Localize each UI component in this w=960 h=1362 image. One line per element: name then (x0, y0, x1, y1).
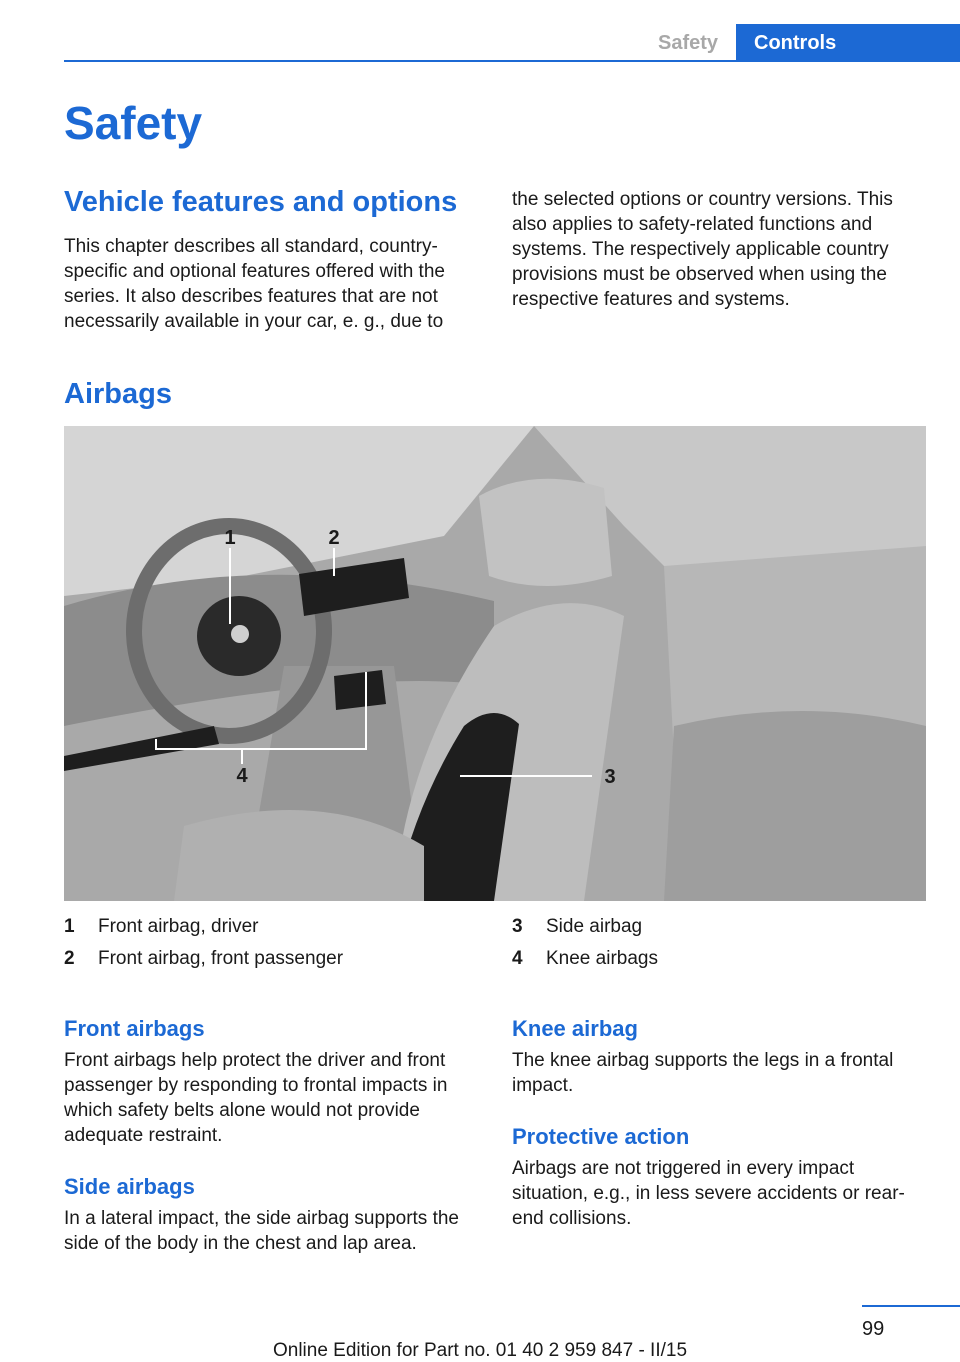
vehicle-features-text-col2: the selected options or country versions. This also applies to safety-related functions and systems. The respectively applicable country provisions must be observed when using the respective features and systems. (512, 189, 893, 310)
vehicle-features-heading: Vehicle features and options (64, 186, 458, 218)
protective-action-text: Airbags are not triggered in every impact situation, e.g., in less severe accidents or rear-end collisions. (512, 1158, 905, 1229)
legend-number: 1 (64, 916, 75, 937)
footer-rule (862, 1305, 960, 1307)
header-tab-controls: Controls (736, 24, 960, 62)
page-title: Safety (64, 97, 203, 149)
callout-2: 2 (328, 527, 340, 549)
header-rule (64, 60, 960, 62)
airbag-locations-illustration (64, 426, 926, 901)
legend-label: Front airbag, driver (98, 916, 259, 937)
front-airbags-heading: Front airbags (64, 1016, 205, 1041)
legend-label: Knee airbags (546, 948, 658, 969)
side-airbags-text: In a lateral impact, the side airbag supports the side of the body in the chest and lap area. (64, 1208, 460, 1254)
callout-3: 3 (604, 766, 616, 788)
page-number: 99 (862, 1318, 885, 1340)
edition-footer: Online Edition for Part no. 01 40 2 959 847 - II/15 (272, 1340, 688, 1361)
knee-airbag-text: The knee airbag supports the legs in a frontal impact. (512, 1050, 894, 1096)
legend-number: 3 (512, 916, 523, 937)
legend-number: 4 (512, 948, 523, 969)
protective-action-heading: Protective action (512, 1124, 690, 1149)
front-airbags-text: Front airbags help protect the driver and front passenger by responding to frontal impacts in which safety belts alone would not provide adequate restraint. (64, 1050, 448, 1146)
side-airbags-heading: Side airbags (64, 1174, 195, 1199)
callout-4: 4 (236, 765, 248, 787)
airbags-heading: Airbags (64, 378, 172, 410)
knee-airbag-heading: Knee airbag (512, 1016, 638, 1041)
header-tab-safety: Safety (657, 32, 719, 54)
legend-label: Side airbag (546, 916, 643, 937)
vehicle-features-text-col1: This chapter describes all standard, country-specific and optional features offered with the series. It also describes features that are not necessarily available in your car, e. g., due to (64, 236, 445, 332)
callout-1: 1 (224, 527, 236, 549)
legend-label: Front airbag, front passenger (98, 948, 344, 969)
legend-number: 2 (64, 948, 75, 969)
